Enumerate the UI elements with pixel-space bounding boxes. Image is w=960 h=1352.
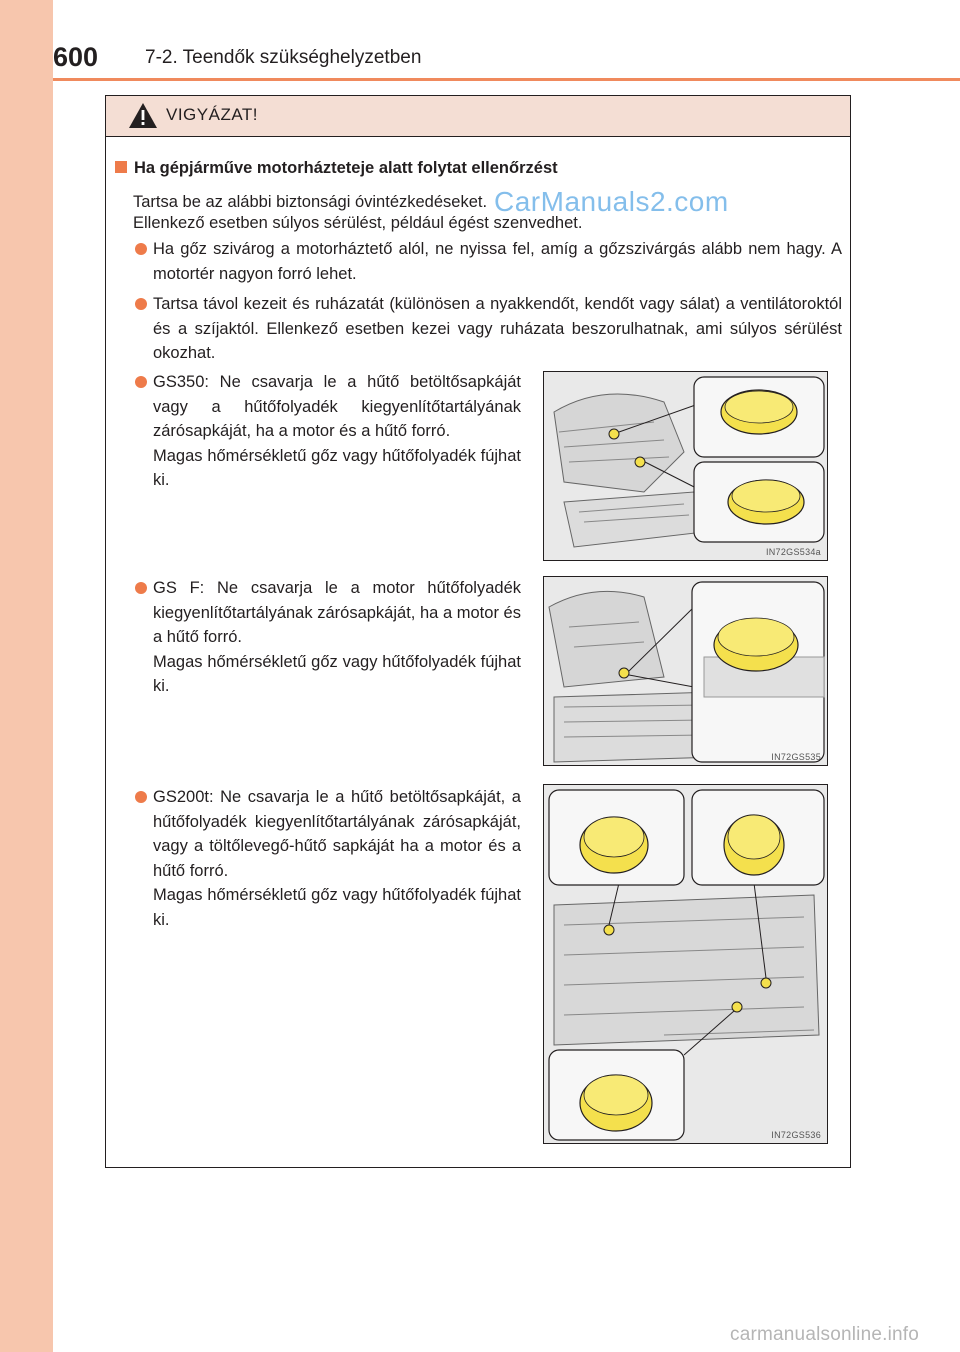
page-header [53,0,960,80]
round-bullet-icon [135,376,147,388]
engine-illustration [544,785,828,1144]
intro-line-1: Tartsa be az alábbi biztonsági óvintézkedéseket. [133,193,488,211]
figure-code: IN72GS534a [765,547,821,557]
engine-illustration [544,577,828,766]
round-bullet-icon [135,582,147,594]
header-rule [53,78,960,81]
model-item-gsf: GS F: Ne csavarja le a motor hűtőfolyadék kiegyenlítőtartályának zárósapkáját, ha a motor és a hűtő forró. Magas hőmérsékletű gőz vagy hűtőfolyadék fújhat ki. [135,576,521,699]
page-number: 600 [53,42,99,72]
warning-box [105,95,851,1168]
warning-label: VIGYÁZAT! [166,105,259,124]
square-bullet-icon [115,161,127,173]
footer-watermark: carmanualsonline.info [730,1324,920,1345]
bullet-item: Ha gőz szivárog a motorháztető alól, ne nyissa fel, amíg a gőzszivárgás alább nem hagy. A motortér nagyon forró lehet. [135,237,842,286]
warning-header [106,96,850,137]
model-item-gs350: GS350: Ne csavarja le a hűtő betöltősapkáját vagy a hűtőfolyadék kiegyenlítőtartályának zárósapkáját, ha a motor és a hűtő forró. Magas hőmérsékletű gőz vagy hűtőfolyadék fújhat ki. [135,370,521,493]
round-bullet-icon [135,298,147,310]
figure-code: IN72GS536 [771,1130,821,1140]
round-bullet-icon [135,791,147,803]
figure-gs200t-engine [543,784,828,1144]
round-bullet-icon [135,243,147,255]
intro-line-2: Ellenkező esetben súlyos sérülést, például égést szenvedhet. [133,214,583,232]
figure-gs350-engine [543,371,828,561]
warning-triangle-icon [128,102,158,129]
bullet-item: Tartsa távol kezeit és ruházatát (különösen a nyakkendőt, kendőt vagy sálat) a ventilátoroktól és a szíjaktól. Ellenkező esetben kezei vagy ruházata beszorulhatnak, ami súlyos sérülést okozhat. [135,292,842,366]
figure-gsf-engine [543,576,828,766]
brand-watermark: CarManuals2.com [494,186,729,217]
engine-illustration [544,372,828,561]
warning-subheading: Ha gépjárműve motorházteteje alatt folytat ellenőrzést [115,157,558,179]
section-title: 7-2. Teendők szükséghelyzetben [145,47,422,68]
figure-code: IN72GS535 [771,752,821,762]
model-item-gs200t: GS200t: Ne csavarja le a hűtő betöltősapkáját, a hűtőfolyadék kiegyenlítőtartályának zárósapkáját, vagy a töltőlevegő-hűtő sapkáját ha a motor és a hűtő forró. Magas hőmérsékletű gőz vagy hűtőfolyadék fújhat ki. [135,785,521,932]
side-color-band [0,0,53,1352]
